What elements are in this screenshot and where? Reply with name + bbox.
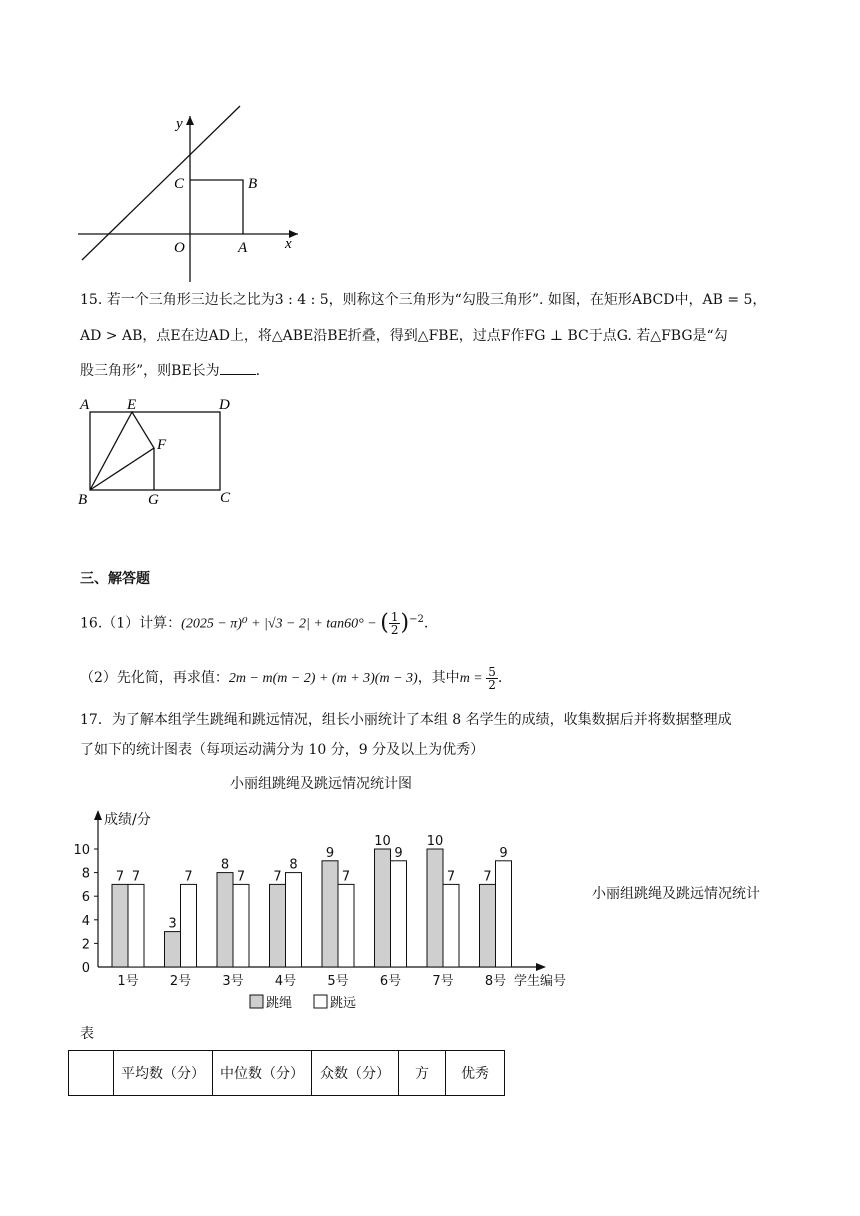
y-tick-label: 8	[81, 866, 90, 882]
folded-triangle	[90, 412, 154, 490]
bar-value-label: 8	[289, 857, 298, 873]
q16-part2-expr: 2m − m(m − 2) + (m + 3)(m − 3)	[228, 671, 418, 686]
q16-part2-mid: ，其中	[417, 670, 460, 686]
bar-value-label: 7	[273, 869, 282, 885]
bar-jump-2	[181, 884, 197, 967]
fraction-half	[389, 611, 401, 636]
bar-value-label: 7	[236, 869, 246, 885]
point-b-label: B	[248, 176, 258, 192]
bar-value-label: 9	[325, 845, 335, 861]
y-tick-label: 10	[73, 843, 90, 858]
table-header-cell: 平均数（分）	[114, 1051, 213, 1096]
rectangle-abcd	[90, 412, 220, 490]
legend-label-rope: 跳绳	[266, 996, 293, 1011]
y-axis-arrow	[186, 116, 194, 125]
x-label: x	[285, 236, 292, 252]
point-d-label: D	[219, 397, 230, 413]
x-tick-label: 7号	[432, 974, 454, 989]
rectangle-fold-figure	[70, 392, 250, 517]
bar-value-label: 10	[374, 834, 391, 849]
left-paren: (	[380, 610, 389, 636]
origin-label: O	[174, 240, 185, 256]
table-header-cell: 众数（分）	[312, 1051, 399, 1096]
point-a-label: A	[238, 240, 248, 256]
x-tick-label: 4号	[274, 974, 297, 989]
chart-title: 小丽组跳绳及跳远情况统计图	[230, 776, 412, 792]
x-tick-label: 6号	[379, 974, 402, 989]
y-tick-label: 2	[81, 937, 90, 953]
table-header-cell: 优秀	[446, 1051, 505, 1096]
q16-part2-m: m =	[459, 671, 487, 686]
bar-value-label: 7	[483, 869, 492, 885]
bar-jump-8	[496, 861, 512, 967]
y-label: y	[176, 116, 183, 132]
x-tick-label: 8号	[484, 974, 507, 989]
point-f-label: F	[157, 437, 167, 453]
bar-value-label: 7	[341, 869, 351, 885]
x-axis-label: 学生编号	[514, 974, 567, 989]
bar-jump-4	[286, 873, 302, 967]
x-tick-label: 1号	[117, 974, 139, 989]
q16-part1-end: .	[423, 615, 429, 632]
bar-jump-6	[391, 861, 407, 967]
rectangle-oabc	[190, 180, 243, 234]
bar-value-label: 9	[499, 845, 508, 861]
bar-value-label: 7	[131, 869, 141, 885]
table-header-cell: 方	[399, 1051, 446, 1096]
point-b-label: B	[78, 492, 88, 508]
bar-jump-5	[338, 884, 354, 967]
q15-line2: AD > AB，点E在边AD上，将△ABE沿BE折叠，得到△FBE，过点F作FG ⊥ BC于点G. 若△FBG是“勾	[80, 328, 728, 344]
bar-jump-1	[128, 884, 144, 967]
bar-value-label: 9	[394, 845, 403, 861]
bar-rope-6	[375, 849, 391, 967]
q15-line1: 15. 若一个三角形三边长之比为3 : 4 : 5，则称这个三角形为“勾股三角形”. 如图，在矩形ABCD中，AB = 5，	[80, 292, 767, 308]
coordinate-figure	[70, 100, 310, 290]
bar-value-label: 7	[446, 869, 456, 885]
table-header-cell: 中位数（分）	[213, 1051, 312, 1096]
q16-part1	[80, 602, 428, 638]
bar-jump-7	[443, 884, 459, 967]
point-g-label: G	[148, 492, 159, 508]
bar-rope-2	[165, 932, 181, 967]
x-tick-label: 3号	[222, 974, 244, 989]
legend-swatch-jump	[314, 995, 327, 1008]
q15-line3	[80, 360, 260, 381]
bar-rope-7	[427, 849, 443, 967]
y-tick-label: 6	[81, 890, 90, 906]
bar-value-label: 10	[426, 834, 444, 849]
q16-part2-prefix: （2）先化简，再求值：	[80, 670, 229, 686]
legend-swatch-rope	[250, 995, 263, 1008]
bar-rope-3	[217, 873, 233, 967]
slant-line	[82, 106, 240, 260]
table-header-cell	[69, 1051, 114, 1096]
frac-den: 2	[390, 623, 399, 638]
frac-den: 2	[488, 677, 496, 692]
fraction-five-halves	[486, 666, 498, 691]
x-tick-label: 5号	[327, 974, 349, 989]
statistics-table	[68, 1050, 505, 1096]
point-e-label: E	[127, 397, 137, 413]
table-caption: 表	[80, 1026, 94, 1042]
y-axis-label: 成绩/分	[104, 812, 151, 828]
bar-value-label: 7	[115, 869, 125, 885]
frac-num: 5	[488, 664, 496, 679]
table-header-row	[69, 1051, 505, 1096]
exponent: −2	[409, 614, 424, 625]
right-paren: )	[400, 610, 410, 636]
point-c-label: C	[220, 490, 231, 506]
q16-part2-end: .	[497, 670, 503, 686]
bar-rope-4	[270, 884, 286, 967]
q16-part1-prefix: 16.（1）计算：	[80, 615, 182, 632]
bar-value-label: 3	[168, 916, 177, 932]
q16-part2	[80, 660, 502, 696]
q15-line3-text: 股三角形”，则BE长为	[80, 363, 220, 379]
bar-rope-1	[112, 884, 128, 967]
section-heading: 三、解答题	[80, 571, 150, 587]
x-axis-arrow	[536, 963, 546, 971]
bar-chart	[60, 770, 600, 1020]
x-tick-label: 2号	[169, 974, 192, 989]
legend-label-jump: 跳远	[330, 996, 357, 1011]
bar-rope-8	[480, 884, 496, 967]
y-tick-label: 4	[81, 913, 90, 929]
point-a-label: A	[80, 397, 90, 413]
answer-blank	[220, 360, 256, 375]
bar-jump-3	[233, 884, 249, 967]
q15-line3-end: .	[255, 363, 261, 379]
frac-num: 1	[390, 610, 399, 625]
side-caption: 小丽组跳绳及跳远情况统计	[592, 886, 760, 902]
point-c-label: C	[174, 176, 185, 192]
bar-value-label: 7	[184, 869, 193, 885]
y-tick-label: 0	[81, 961, 90, 976]
bar-value-label: 8	[220, 857, 230, 873]
q17-line1: 17．为了解本组学生跳绳和跳远情况，组长小丽统计了本组 8 名学生的成绩，收集数据后并将数据整理成	[80, 712, 732, 728]
q17-line2: 了如下的统计图表（每项运动满分为 10 分，9 分及以上为优秀）	[80, 742, 485, 758]
y-axis-arrow	[94, 810, 102, 820]
bar-rope-5	[322, 861, 338, 967]
q16-part1-expr: (2025 − π)⁰ + |√3 − 2| + tan60° −	[181, 616, 381, 632]
